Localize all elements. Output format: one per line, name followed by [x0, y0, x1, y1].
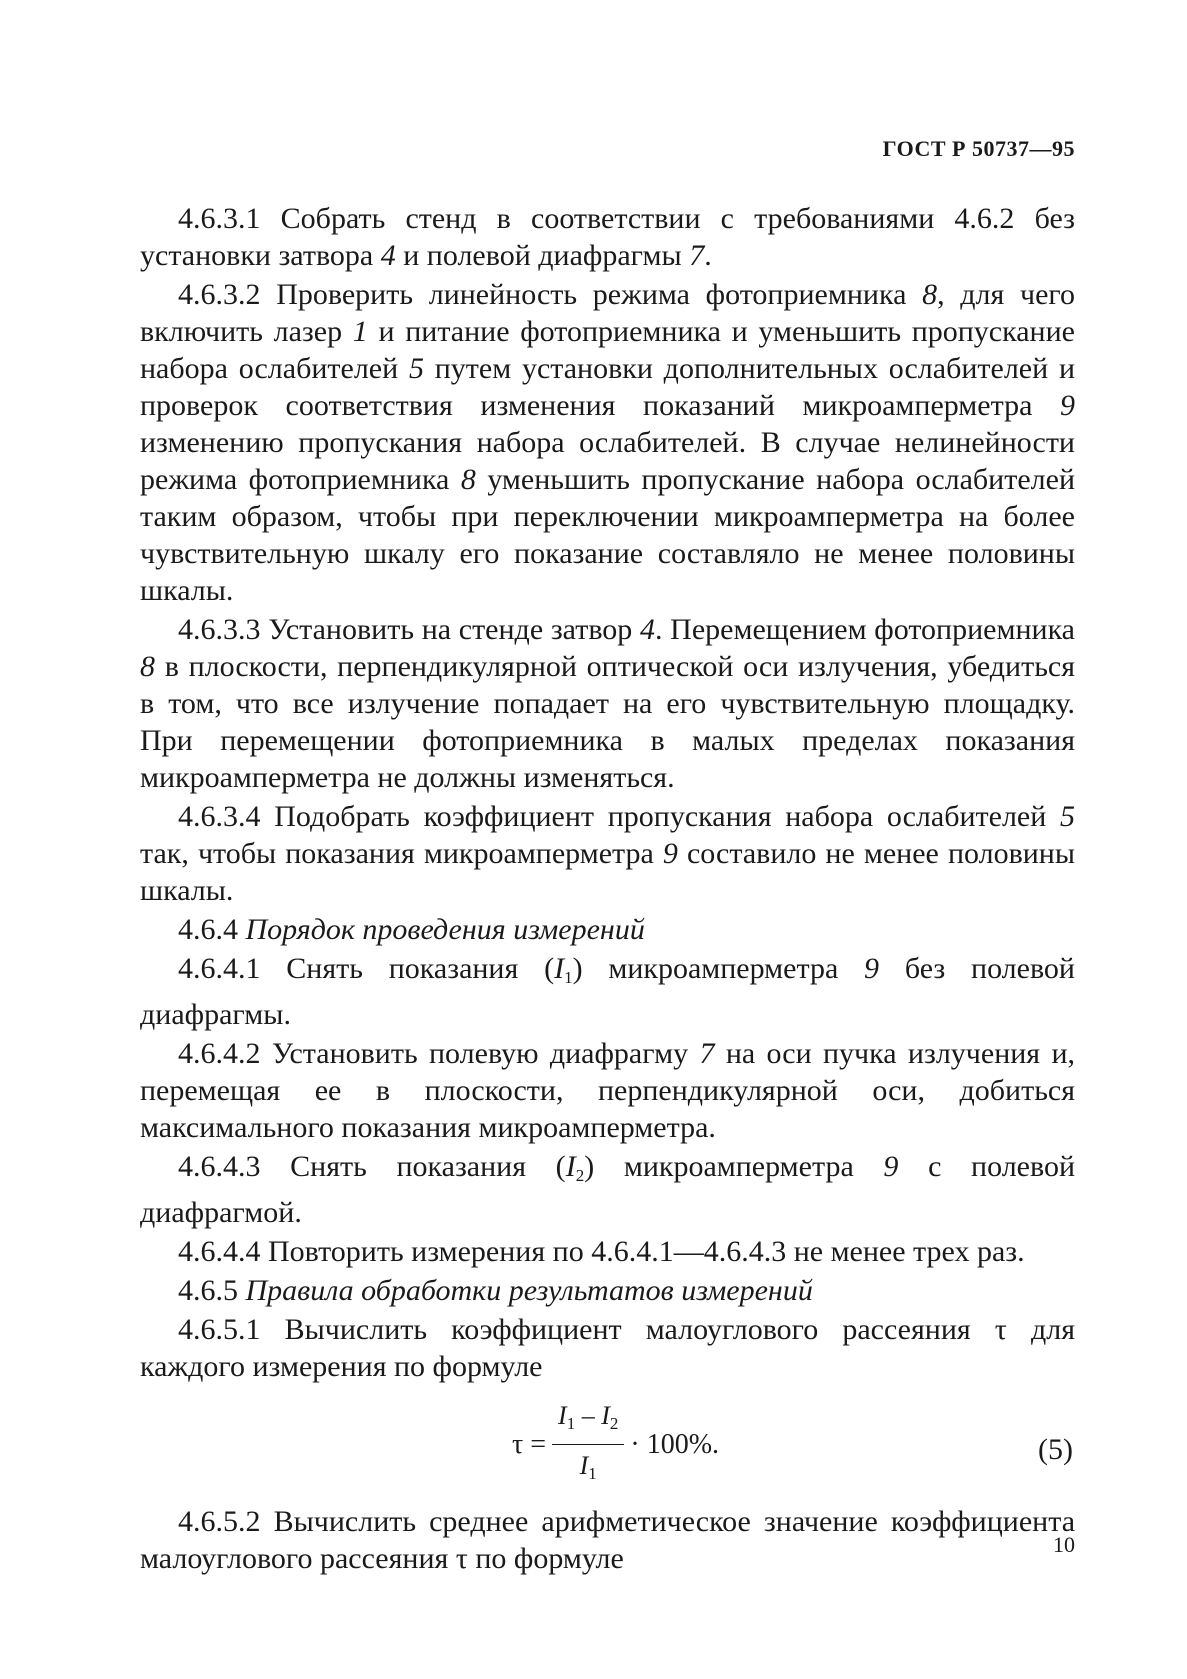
paragraph-number: 4.6.4.3	[178, 1150, 261, 1183]
paragraph-text: Вычислить среднее арифметическое значение коэффициента малоуглового рассеяния τ по формуле	[140, 1505, 1076, 1575]
section-title: Правила обработки результатов измерений	[245, 1274, 813, 1307]
paragraph-number: 4.6.3.2	[178, 278, 261, 311]
paragraph-number: 4.6.4.1	[178, 952, 261, 985]
paragraph-text: Повторить измерения по 4.6.4.1—4.6.4.3 не менее трех раз.	[268, 1235, 1025, 1268]
paragraph-number: 4.6.4.4	[178, 1235, 261, 1268]
paragraph-4-6-4-4	[140, 1233, 1075, 1270]
paragraph-number: 4.6.3.4	[178, 800, 261, 833]
document-body	[140, 200, 1075, 1579]
paragraph-4-6-4-1: 4.6.4.1 Снять показания $(I_1)$ микроамперметра 9 без полевой диафрагмы.	[140, 952, 1075, 1031]
formula-expression	[512, 1397, 719, 1492]
formula-fraction	[552, 1397, 624, 1492]
paragraph-number: 4.6.5.1	[178, 1313, 261, 1346]
formula-number: (5)	[1038, 1433, 1073, 1466]
paragraph-4-6-5-2	[140, 1503, 1075, 1577]
section-title: Порядок проведения измерений	[245, 913, 645, 946]
paragraph-number: 4.6.4	[178, 913, 238, 946]
paragraph-4-6-3-1: 4.6.3.1 Собрать стенд в соответствии с требованиями 4.6.2 без установки затвора 4 и полевой диафрагмы 7.	[140, 202, 1075, 272]
paragraph-number: 4.6.3.3	[178, 613, 261, 646]
paragraph-4-6-4-3: 4.6.4.3 Снять показания $(I_2)$ микроамперметра 9 с полевой диафрагмой.	[140, 1150, 1076, 1229]
paragraph-4-6-3-2: 4.6.3.2 Проверить линейность режима фотоприемника 8, для чего включить лазер 1 и питание фотоприемника и уменьшить пропускание набора ослабителей 5 путем установки дополнительных ослабителей и проверок соответствия изменения показаний микроамперметра 9 изменению пропускания набора ослабителей. В случае нелинейности режима фотоприемника 8 уменьшить пропускание набора ослабителей таким образом, чтобы при переключении микроамперметра на более чувствительную шкалу его показание составляло не менее половины шкалы.	[140, 278, 1076, 607]
paragraph-text: Вычислить коэффициент малоуглового рассеяния τ для каждого измерения по формуле	[140, 1313, 1075, 1383]
formula-numerator: $I_1 - I_2$	[552, 1397, 624, 1445]
section-heading-4-6-4	[140, 911, 1075, 948]
formula-tail: · 100%.	[630, 1429, 720, 1460]
formula-lhs: τ =	[512, 1429, 547, 1460]
page-number: 10	[1053, 1532, 1075, 1557]
paragraph-4-6-3-3: 4.6.3.3 Установить на стенде затвор 4. Перемещением фотоприемника 8 в плоскости, перпендикулярной оптической оси излучения, убедиться в том, что все излучение попадает на его чувствительную площадку. При перемещении фотоприемника в малых пределах показания микроамперметра не должны изменяться.	[140, 613, 1076, 794]
paragraph-4-6-3-4: 4.6.3.4 Подобрать коэффициент пропускания набора ослабителей 5 так, чтобы показания микроамперметра 9 составило не менее половины шкалы.	[140, 800, 1076, 907]
formula-5	[140, 1393, 1075, 1489]
paragraph-number: 4.6.5.2	[178, 1505, 261, 1538]
paragraph-4-6-5-1	[140, 1311, 1075, 1385]
formula-denominator: $I_1$	[579, 1451, 597, 1483]
section-heading-4-6-5	[140, 1272, 1075, 1309]
paragraph-4-6-4-2: 4.6.4.2 Установить полевую диафрагму 7 на оси пучка излучения и, перемещая ее в плоскости, перпендикулярной оси, добиться максимального показания микроамперметра.	[140, 1037, 1075, 1144]
paragraph-number: 4.6.5	[178, 1274, 238, 1307]
paragraph-number: 4.6.4.2	[178, 1037, 261, 1070]
document-code-header: ГОСТ Р 50737—95	[882, 136, 1075, 161]
paragraph-number: 4.6.3.1	[178, 202, 261, 235]
